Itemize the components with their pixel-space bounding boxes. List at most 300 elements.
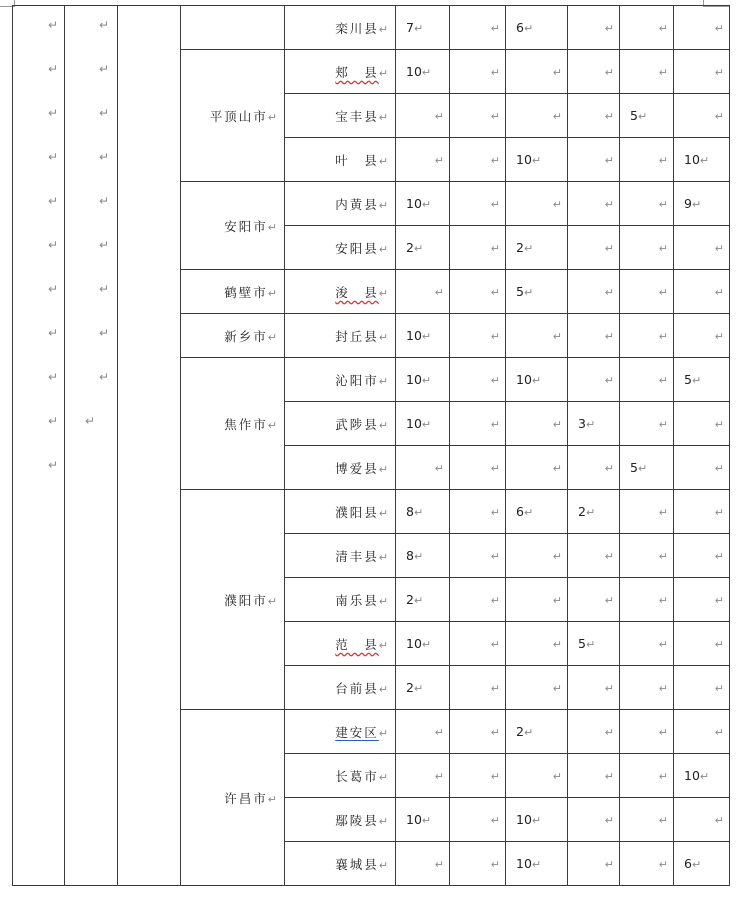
return-mark: ↵: [490, 22, 500, 35]
return-mark: ↵: [552, 66, 562, 79]
return-mark: ↵: [552, 550, 562, 563]
return-mark: ↵: [490, 594, 500, 607]
return-mark: ↵: [714, 22, 724, 35]
value-cell-3: [506, 754, 568, 798]
return-mark: ↵: [378, 594, 390, 608]
value-cell-3: [506, 798, 568, 842]
city-name: 鹤壁市: [224, 284, 268, 300]
value-cell-2: [450, 6, 506, 50]
value-cell-1: [396, 754, 450, 798]
value-cell-6: [674, 798, 730, 842]
return-mark: ↵: [714, 594, 724, 607]
return-mark: ↵: [604, 374, 614, 387]
return-mark: ↵: [714, 110, 724, 123]
return-mark: ↵: [490, 418, 500, 431]
return-mark: ↵: [604, 550, 614, 563]
cell-value: 2: [516, 240, 524, 255]
cell-value: 8: [406, 548, 414, 563]
city-name: 平顶山市: [209, 108, 268, 124]
cell-value: 5: [684, 372, 692, 387]
value-cell-5: [620, 754, 674, 798]
return-mark: ↵: [658, 22, 668, 35]
cell-value: 10: [406, 64, 422, 79]
county-cell: [285, 666, 396, 710]
return-mark: ↵: [699, 154, 710, 167]
return-mark: ↵: [421, 330, 432, 343]
return-mark: ↵: [267, 792, 279, 806]
value-cell-5: [620, 270, 674, 314]
county-name: 清丰县: [335, 548, 379, 564]
return-mark: ↵: [413, 22, 424, 35]
value-cell-6: [674, 534, 730, 578]
cell-value: 10: [406, 196, 422, 211]
county-cell: [285, 402, 396, 446]
cell-value: 10: [684, 768, 700, 783]
value-cell-5: [620, 666, 674, 710]
value-cell-2: [450, 578, 506, 622]
value-cell-1: [396, 314, 450, 358]
value-cell-3: [506, 358, 568, 402]
return-mark: ↵: [98, 150, 109, 164]
return-mark: ↵: [490, 462, 500, 475]
value-cell-2: [450, 402, 506, 446]
return-mark: ↵: [714, 242, 724, 255]
value-cell-5: [620, 578, 674, 622]
return-mark: ↵: [604, 682, 614, 695]
value-cell-2: [450, 50, 506, 94]
county-cell: [285, 138, 396, 182]
return-mark: ↵: [421, 198, 432, 211]
value-cell-5: [620, 402, 674, 446]
cell-value: 10: [516, 812, 532, 827]
value-cell-4: [568, 94, 620, 138]
cell-value: 10: [406, 416, 422, 431]
return-mark: ↵: [378, 286, 390, 300]
value-cell-5: [620, 490, 674, 534]
table-row: [13, 6, 730, 50]
value-cell-1: [396, 94, 450, 138]
value-cell-2: [450, 270, 506, 314]
value-cell-6: [674, 50, 730, 94]
value-cell-4: [568, 270, 620, 314]
return-mark: ↵: [378, 770, 390, 784]
return-mark: ↵: [658, 286, 668, 299]
county-name: 南乐县: [335, 592, 379, 608]
value-cell-5: [620, 314, 674, 358]
return-mark: ↵: [552, 110, 562, 123]
return-mark: ↵: [604, 858, 614, 871]
county-data-table: [12, 5, 730, 886]
value-cell-3: [506, 622, 568, 666]
return-mark: ↵: [714, 286, 724, 299]
return-mark: ↵: [658, 550, 668, 563]
value-cell-3: [506, 226, 568, 270]
return-mark: ↵: [378, 198, 390, 212]
value-cell-6: [674, 710, 730, 754]
return-mark: ↵: [490, 242, 500, 255]
return-mark: ↵: [523, 242, 534, 255]
return-mark: ↵: [47, 370, 58, 384]
return-mark: ↵: [604, 110, 614, 123]
return-mark: ↵: [490, 858, 500, 871]
value-cell-6: [674, 842, 730, 886]
return-mark: ↵: [552, 330, 562, 343]
cell-value: 2: [406, 592, 414, 607]
return-mark: ↵: [378, 462, 390, 476]
value-cell-3: [506, 270, 568, 314]
return-mark: ↵: [434, 154, 444, 167]
value-cell-6: [674, 138, 730, 182]
return-mark: ↵: [378, 242, 390, 256]
return-mark: ↵: [434, 770, 444, 783]
return-mark: ↵: [378, 682, 390, 696]
county-name: 栾川县: [335, 20, 379, 36]
return-mark: ↵: [47, 150, 58, 164]
value-cell-2: [450, 182, 506, 226]
return-mark: ↵: [84, 414, 95, 428]
value-cell-1: [396, 6, 450, 50]
return-mark: ↵: [658, 770, 668, 783]
value-cell-1: [396, 622, 450, 666]
value-cell-3: [506, 138, 568, 182]
return-mark: ↵: [691, 198, 702, 211]
return-mark: ↵: [267, 110, 279, 124]
return-mark: ↵: [658, 242, 668, 255]
county-name: 范 县: [335, 636, 379, 652]
city-cell: [181, 710, 285, 886]
return-mark: ↵: [378, 154, 390, 168]
return-mark: ↵: [714, 638, 724, 651]
cell-value: 10: [516, 856, 532, 871]
return-mark: ↵: [585, 418, 596, 431]
value-cell-4: [568, 710, 620, 754]
city-name: 安阳市: [224, 218, 268, 234]
return-mark: ↵: [714, 462, 724, 475]
return-mark: ↵: [98, 106, 109, 120]
return-mark: ↵: [699, 770, 710, 783]
return-mark: ↵: [523, 22, 534, 35]
return-mark: ↵: [658, 66, 668, 79]
return-mark: ↵: [490, 550, 500, 563]
value-cell-2: [450, 798, 506, 842]
cell-value: 7: [406, 20, 414, 35]
value-cell-2: [450, 446, 506, 490]
return-mark: ↵: [490, 682, 500, 695]
cell-value: 10: [516, 372, 532, 387]
return-mark: ↵: [413, 242, 424, 255]
return-mark: ↵: [523, 286, 534, 299]
value-cell-4: [568, 622, 620, 666]
return-mark: ↵: [378, 858, 390, 872]
value-cell-1: [396, 50, 450, 94]
return-mark: ↵: [531, 374, 542, 387]
return-mark: ↵: [531, 154, 542, 167]
return-mark: ↵: [714, 814, 724, 827]
return-mark: ↵: [490, 154, 500, 167]
cell-value: 10: [406, 812, 422, 827]
return-mark: ↵: [604, 154, 614, 167]
return-mark: ↵: [267, 594, 279, 608]
value-cell-4: [568, 446, 620, 490]
return-mark: ↵: [658, 594, 668, 607]
value-cell-5: [620, 226, 674, 270]
value-cell-3: [506, 578, 568, 622]
return-mark: ↵: [658, 418, 668, 431]
county-cell: [285, 578, 396, 622]
return-mark: ↵: [490, 506, 500, 519]
value-cell-3: [506, 182, 568, 226]
county-cell: [285, 622, 396, 666]
cell-value: 2: [406, 240, 414, 255]
return-mark: ↵: [490, 726, 500, 739]
return-mark: ↵: [604, 286, 614, 299]
value-cell-6: [674, 622, 730, 666]
return-mark: ↵: [98, 282, 109, 296]
return-mark: ↵: [691, 858, 702, 871]
return-mark: ↵: [421, 814, 432, 827]
value-cell-5: [620, 94, 674, 138]
value-cell-3: [506, 314, 568, 358]
return-mark: ↵: [714, 66, 724, 79]
county-name: 长葛市: [335, 768, 379, 784]
return-mark: ↵: [378, 550, 390, 564]
return-mark: ↵: [98, 370, 109, 384]
value-cell-4: [568, 798, 620, 842]
value-cell-2: [450, 226, 506, 270]
return-mark: ↵: [604, 814, 614, 827]
cell-value: 10: [406, 372, 422, 387]
value-cell-1: [396, 710, 450, 754]
return-mark: ↵: [378, 726, 390, 740]
value-cell-3: [506, 710, 568, 754]
return-mark: ↵: [658, 858, 668, 871]
cell-value: 6: [516, 20, 524, 35]
value-cell-5: [620, 138, 674, 182]
return-mark: ↵: [604, 726, 614, 739]
county-cell: [285, 6, 396, 50]
left-col-3: [118, 6, 181, 886]
value-cell-6: [674, 666, 730, 710]
value-cell-3: [506, 490, 568, 534]
value-cell-6: [674, 358, 730, 402]
return-mark: ↵: [658, 330, 668, 343]
value-cell-4: [568, 314, 620, 358]
county-name: 浚 县: [335, 284, 379, 300]
value-cell-4: [568, 666, 620, 710]
return-mark: ↵: [378, 374, 390, 388]
return-mark: ↵: [98, 194, 109, 208]
cell-value: 5: [516, 284, 524, 299]
value-cell-3: [506, 842, 568, 886]
cell-value: 5: [630, 460, 638, 475]
value-cell-1: [396, 402, 450, 446]
value-cell-4: [568, 578, 620, 622]
return-mark: ↵: [378, 814, 390, 828]
return-mark: ↵: [421, 374, 432, 387]
return-mark: ↵: [585, 638, 596, 651]
return-mark: ↵: [552, 418, 562, 431]
value-cell-2: [450, 754, 506, 798]
county-name: 叶 县: [335, 152, 379, 168]
value-cell-6: [674, 314, 730, 358]
return-mark: ↵: [47, 106, 58, 120]
county-cell: [285, 446, 396, 490]
value-cell-6: [674, 182, 730, 226]
return-mark: ↵: [531, 814, 542, 827]
cell-value: 8: [406, 504, 414, 519]
county-cell: [285, 94, 396, 138]
county-cell: [285, 798, 396, 842]
return-mark: ↵: [98, 62, 109, 76]
city-name: 许昌市: [224, 790, 268, 806]
return-mark: ↵: [47, 18, 58, 32]
cell-value: 6: [684, 856, 692, 871]
return-mark: ↵: [523, 506, 534, 519]
cell-value: 10: [406, 328, 422, 343]
county-cell: [285, 710, 396, 754]
county-cell: [285, 182, 396, 226]
value-cell-4: [568, 754, 620, 798]
value-cell-5: [620, 358, 674, 402]
value-cell-3: [506, 50, 568, 94]
value-cell-1: [396, 446, 450, 490]
county-cell: [285, 754, 396, 798]
value-cell-6: [674, 270, 730, 314]
return-mark: ↵: [658, 154, 668, 167]
return-mark: ↵: [421, 638, 432, 651]
cell-value: 9: [684, 196, 692, 211]
value-cell-1: [396, 798, 450, 842]
return-mark: ↵: [658, 638, 668, 651]
value-cell-6: [674, 578, 730, 622]
return-mark: ↵: [413, 550, 424, 563]
city-cell: [181, 6, 285, 50]
value-cell-5: [620, 446, 674, 490]
return-mark: ↵: [637, 462, 648, 475]
cell-value: 10: [516, 152, 532, 167]
value-cell-3: [506, 446, 568, 490]
value-cell-5: [620, 710, 674, 754]
value-cell-4: [568, 226, 620, 270]
county-name: 宝丰县: [335, 108, 379, 124]
value-cell-1: [396, 578, 450, 622]
value-cell-4: [568, 490, 620, 534]
return-mark: ↵: [434, 726, 444, 739]
county-cell: [285, 50, 396, 94]
county-name: 封丘县: [335, 328, 379, 344]
value-cell-1: [396, 490, 450, 534]
value-cell-5: [620, 50, 674, 94]
return-mark: ↵: [490, 330, 500, 343]
return-mark: ↵: [552, 594, 562, 607]
county-name: 鄢陵县: [335, 812, 379, 828]
return-mark: ↵: [267, 220, 279, 234]
return-mark: ↵: [531, 858, 542, 871]
county-name: 台前县: [335, 680, 379, 696]
value-cell-3: [506, 402, 568, 446]
return-mark: ↵: [604, 22, 614, 35]
city-cell: [181, 270, 285, 314]
return-mark: ↵: [490, 374, 500, 387]
return-mark: ↵: [490, 66, 500, 79]
cell-value: 5: [578, 636, 586, 651]
value-cell-4: [568, 402, 620, 446]
county-cell: [285, 534, 396, 578]
return-mark: ↵: [714, 726, 724, 739]
return-mark: ↵: [490, 198, 500, 211]
return-mark: ↵: [47, 62, 58, 76]
county-name: 濮阳县: [335, 504, 379, 520]
county-cell: [285, 842, 396, 886]
value-cell-5: [620, 842, 674, 886]
return-mark: ↵: [552, 198, 562, 211]
return-mark: ↵: [604, 770, 614, 783]
return-mark: ↵: [413, 682, 424, 695]
city-name: 新乡市: [224, 328, 268, 344]
value-cell-6: [674, 754, 730, 798]
cell-value: 3: [578, 416, 586, 431]
cell-value: 2: [516, 724, 524, 739]
county-cell: [285, 270, 396, 314]
return-mark: ↵: [552, 638, 562, 651]
return-mark: ↵: [714, 506, 724, 519]
value-cell-1: [396, 534, 450, 578]
county-cell: [285, 314, 396, 358]
value-cell-4: [568, 50, 620, 94]
value-cell-4: [568, 182, 620, 226]
county-name: 内黄县: [335, 196, 379, 212]
value-cell-3: [506, 94, 568, 138]
return-mark: ↵: [490, 814, 500, 827]
return-mark: ↵: [658, 682, 668, 695]
value-cell-4: [568, 842, 620, 886]
value-cell-1: [396, 182, 450, 226]
value-cell-2: [450, 710, 506, 754]
value-cell-6: [674, 490, 730, 534]
value-cell-4: [568, 138, 620, 182]
value-cell-6: [674, 402, 730, 446]
return-mark: ↵: [421, 418, 432, 431]
value-cell-4: [568, 534, 620, 578]
value-cell-2: [450, 622, 506, 666]
return-mark: ↵: [714, 682, 724, 695]
return-mark: ↵: [714, 330, 724, 343]
return-mark: ↵: [434, 462, 444, 475]
value-cell-2: [450, 138, 506, 182]
value-cell-5: [620, 534, 674, 578]
value-cell-3: [506, 6, 568, 50]
return-mark: ↵: [47, 194, 58, 208]
value-cell-2: [450, 314, 506, 358]
return-mark: ↵: [604, 462, 614, 475]
city-cell: [181, 358, 285, 490]
return-mark: ↵: [714, 418, 724, 431]
county-cell: [285, 490, 396, 534]
city-name: 焦作市: [224, 416, 268, 432]
return-mark: ↵: [604, 330, 614, 343]
return-mark: ↵: [378, 638, 390, 652]
cell-value: 2: [406, 680, 414, 695]
return-mark: ↵: [552, 682, 562, 695]
value-cell-4: [568, 6, 620, 50]
value-cell-2: [450, 490, 506, 534]
value-cell-6: [674, 226, 730, 270]
return-mark: ↵: [552, 770, 562, 783]
return-mark: ↵: [267, 286, 279, 300]
return-mark: ↵: [658, 198, 668, 211]
county-name: 襄城县: [335, 856, 379, 872]
cell-value: 10: [406, 636, 422, 651]
